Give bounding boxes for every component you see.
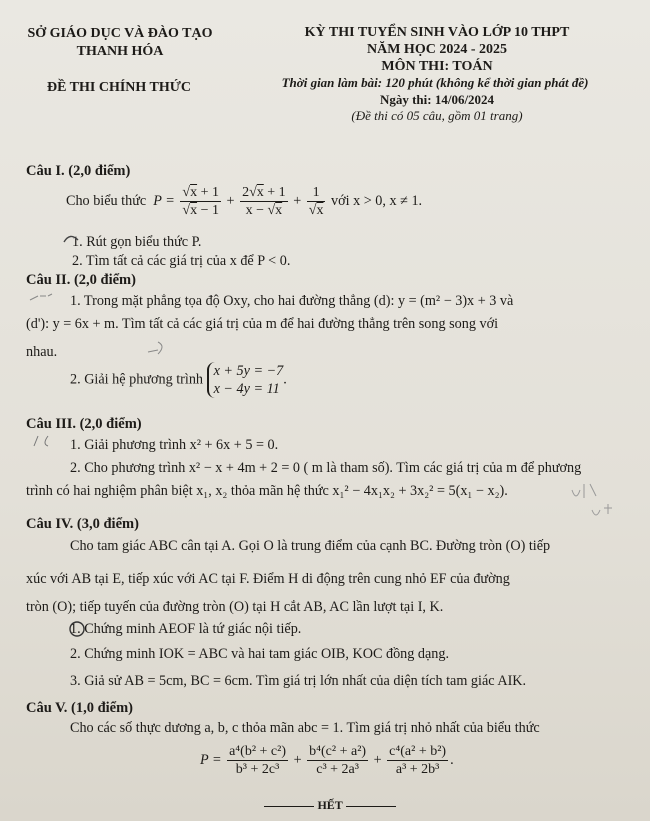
q4-part2: 2. Chứng minh IOK = ABC và hai tam giác OIB, KOC đồng dạng. — [70, 646, 450, 662]
q4-part3: 3. Giả sử AB = 5cm, BC = 6cm. Tìm giá trị lớn nhất của diện tích tam giác AIK. — [70, 673, 527, 689]
q1-intro: Cho biểu thức — [66, 192, 147, 209]
q2-eq2: x − 4y = 11 — [213, 381, 280, 397]
q4-title: Câu IV. (3,0 điểm) — [26, 516, 139, 532]
end-label: HẾT — [317, 798, 343, 812]
dept-line1: SỞ GIÁO DỤC VÀ ĐÀO TẠO — [27, 26, 213, 41]
q2-part2-label: 2. Giải hệ phương trình — [70, 371, 204, 388]
pencil-mark-m — [148, 342, 162, 354]
q5-title: Câu V. (1,0 điểm) — [26, 700, 134, 716]
dept-line2: THANH HÓA — [76, 44, 164, 59]
q1-expression: Cho biểu thức P = $\frac{√x + 1}{√x - 1}$ + $\frac{2√x + 1}{x - √x}$ + $\frac{1}{√x}$ với x > 0, x ≠ 1. — [66, 185, 423, 218]
q4-line3: tròn (O); tiếp tuyến của đường tròn (O) tại H cắt AB, AC lần lượt tại I, K. — [26, 599, 444, 615]
q1-part2: 2. Tìm tất cả các giá trị của x để P < 0. — [72, 253, 291, 269]
q2-part1-line2: (d'): y = 6x + m. Tìm tất cả các giá trị của m để hai đường thẳng trên song song với — [26, 316, 499, 332]
official-label: ĐỀ THI CHÍNH THỨC — [46, 80, 192, 95]
pencil-mark-right2 — [592, 504, 612, 515]
pencil-mark-right — [572, 484, 596, 498]
pencil-mark-q3 — [34, 436, 48, 446]
footer-end — [250, 798, 410, 813]
exam-title: KỲ THI TUYỂN SINH VÀO LỚP 10 THPT — [304, 25, 570, 40]
q4-line1: Cho tam giác ABC cân tại A. Gọi O là trung điểm của cạnh BC. Đường tròn (O) tiếp — [70, 538, 551, 554]
q5-line1: Cho các số thực dương a, b, c thỏa mãn abc = 1. Tìm giá trị nhỏ nhất của biểu thức — [70, 720, 540, 736]
exam-note: (Đề thi có 05 câu, gồm 01 trang) — [351, 108, 523, 123]
q3-part2-line1: 2. Cho phương trình x² − x + 4m + 2 = 0 ( m là tham số). Tìm các giá trị của m để phương — [70, 460, 582, 476]
q1-title: Câu I. (2,0 điểm) — [26, 163, 131, 179]
q2-part1-line3: nhau. — [26, 344, 58, 360]
school-year: NĂM HỌC 2024 - 2025 — [367, 42, 507, 57]
q4-part1: 1. Chứng minh AEOF là tứ giác nội tiếp. — [70, 621, 302, 637]
q2-part2: 2. Giải hệ phương trình x + 5y = −7 x − 4y = 11 . — [70, 363, 287, 397]
subject: MÔN THI: TOÁN — [381, 59, 493, 74]
q3-part2-line2: trình có hai nghiệm phân biệt x₁, x₂ thỏa mãn hệ thức x₁² − 4x₁x₂ + 3x₂² = 5(x₁ − x₂). — [26, 483, 508, 499]
q2-part1-line1: 1. Trong mặt phẳng tọa độ Oxy, cho hai đường thẳng (d): y = (m² − 3)x + 3 và — [70, 293, 514, 309]
q2-system — [207, 362, 284, 398]
q3-part1: 1. Giải phương trình x² + 6x + 5 = 0. — [70, 437, 279, 453]
q5-expression: P = $\frac{\text{a⁴(b² + c²)}}{\text{b³ + 2c³}}$ + $\frac{\text{b⁴(c² + a²)}}{\text{c³ + 2a³}}$ + $\frac{\text{c⁴(a² + b²)}}{\text{a³ + 2b³}}$ . — [200, 744, 454, 777]
q2-eq1: x + 5y = −7 — [213, 363, 284, 379]
q4-line2: xúc với AB tại E, tiếp xúc với AC tại F. Điểm H di động trên cung nhỏ EF của đường — [26, 571, 510, 587]
exam-time: Thời gian làm bài: 120 phút (không kể thời gian phát đề) — [281, 75, 589, 90]
q3-title: Câu III. (2,0 điểm) — [26, 416, 142, 432]
q2-title: Câu II. (2,0 điểm) — [26, 272, 136, 288]
q1-part1: 1. Rút gọn biểu thức P. — [72, 234, 202, 250]
q1-condition: với x > 0, x ≠ 1. — [331, 192, 423, 209]
pencil-scribble-q2 — [30, 294, 52, 300]
exam-date: Ngày thi: 14/06/2024 — [379, 92, 495, 107]
